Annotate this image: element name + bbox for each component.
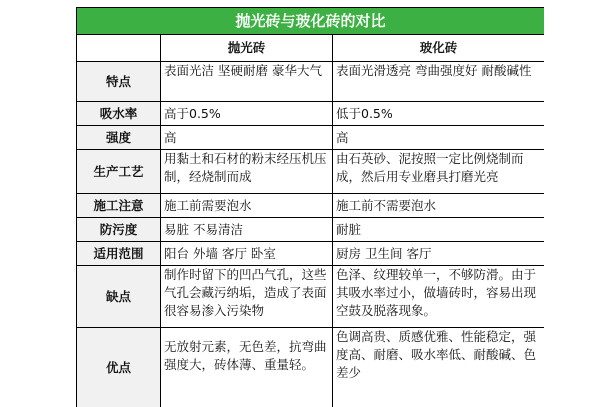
row-label: 吸水率 (77, 102, 161, 126)
vitrified-cell: 色泽、纹理较单一，不够防滑。由于其吸水率过小，做墙砖时，容易出现空鼓及脱落现象。 (333, 266, 545, 328)
polished-cell: 高 (161, 126, 333, 150)
polished-cell: 无放射元素，无色差，抗弯曲强度大，砖体薄、重量轻。 (161, 328, 333, 407)
vitrified-cell: 低于0.5% (333, 102, 545, 126)
table-row (77, 194, 545, 218)
polished-cell: 高于0.5% (161, 102, 333, 126)
header-vitrified-tile: 玻化砖 (333, 35, 545, 62)
row-label: 适用范围 (77, 242, 161, 266)
table-row (77, 102, 545, 126)
polished-cell: 阳台 外墙 客厅 卧室 (161, 242, 333, 266)
polished-cell: 表面光洁 坚硬耐磨 豪华大气 (161, 62, 333, 102)
vitrified-cell: 表面光滑透亮 弯曲强度好 耐酸碱性 (333, 62, 545, 102)
comparison-page (76, 7, 544, 407)
table-row (77, 126, 545, 150)
comparison-table (76, 7, 544, 407)
row-label: 强度 (77, 126, 161, 150)
vitrified-cell: 高 (333, 126, 545, 150)
table-row (77, 242, 545, 266)
table-row (77, 150, 545, 194)
table-title: 抛光砖与玻化砖的对比 (77, 8, 545, 35)
polished-cell: 用黏土和石材的粉末经压机压制，经烧制而成 (161, 150, 333, 194)
row-label: 防污度 (77, 218, 161, 242)
table-row (77, 328, 545, 407)
polished-cell: 易脏 不易清洁 (161, 218, 333, 242)
header-polished-tile: 抛光砖 (161, 35, 333, 62)
row-label: 生产工艺 (77, 150, 161, 194)
vitrified-cell: 厨房 卫生间 客厅 (333, 242, 545, 266)
row-label: 特点 (77, 62, 161, 102)
table-row (77, 266, 545, 328)
header-row (77, 35, 545, 62)
polished-cell: 制作时留下的凹凸气孔，这些气孔会藏污纳垢，造成了表面很容易渗入污染物 (161, 266, 333, 328)
table-row (77, 62, 545, 102)
vitrified-cell: 施工前不需要泡水 (333, 194, 545, 218)
table-title-row (77, 8, 545, 35)
row-label: 施工注意 (77, 194, 161, 218)
table-row (77, 218, 545, 242)
row-label: 缺点 (77, 266, 161, 328)
vitrified-cell: 由石英砂、泥按照一定比例烧制而成，然后用专业磨具打磨光亮 (333, 150, 545, 194)
row-label: 优点 (77, 328, 161, 407)
polished-cell: 施工前需要泡水 (161, 194, 333, 218)
header-empty (77, 35, 161, 62)
vitrified-cell: 耐脏 (333, 218, 545, 242)
vitrified-cell: 色调高贵、质感优雅、性能稳定，强度高、耐磨、吸水率低、耐酸碱、色差少 (333, 328, 545, 407)
